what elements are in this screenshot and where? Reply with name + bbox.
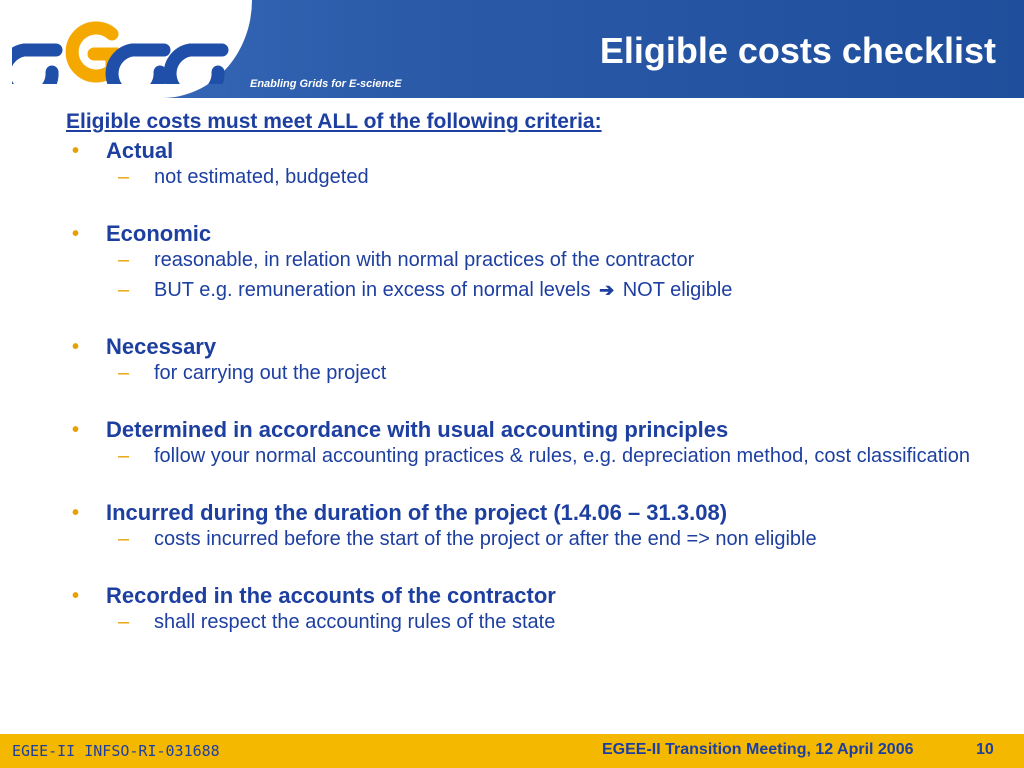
header-underline [240, 98, 1024, 102]
criterion-detail: BUT e.g. remuneration in excess of normal levels [154, 279, 591, 301]
criterion-detail-suffix: NOT eligible [622, 279, 733, 301]
footer-project-id: EGEE-II INFSO-RI-031688 [12, 742, 220, 760]
bullet-dot: • [72, 419, 80, 441]
egee-logo [12, 14, 242, 84]
criterion-detail: shall respect the accounting rules of the state [154, 611, 556, 633]
criterion-actual [66, 136, 1011, 189]
criterion-label: Incurred during the duration of the project (1.4.06 – 31.3.08) [106, 500, 728, 525]
criterion-label: Determined in accordance with usual accounting principles [106, 417, 729, 442]
criterion-economic [66, 219, 1011, 302]
criterion-label: Economic [106, 221, 212, 246]
criterion-label: Recorded in the accounts of the contractor [106, 583, 556, 608]
sub-dash: – [118, 166, 130, 188]
arrow-right-icon: ➔ [599, 280, 615, 300]
bullet-dot: • [72, 140, 80, 162]
slide-title: Eligible costs checklist [599, 30, 996, 71]
criterion-detail: for carrying out the project [154, 362, 387, 384]
bullet-dot: • [72, 502, 80, 524]
page-number: 10 [976, 741, 994, 758]
bullet-dot: • [72, 223, 80, 245]
sub-dash: – [118, 249, 130, 271]
criterion-detail: follow your normal accounting practices & rules, e.g. depreciation method, cost classification [154, 445, 970, 467]
criterion-duration [66, 498, 1011, 551]
criterion-necessary [66, 332, 1011, 385]
sub-dash: – [118, 279, 130, 301]
bullet-dot: • [72, 585, 80, 607]
sub-dash: – [118, 445, 130, 467]
criterion-detail: not estimated, budgeted [154, 166, 369, 188]
intro-heading: Eligible costs must meet ALL of the following criteria: [66, 110, 602, 133]
header-bar [0, 0, 1024, 98]
slide-content [66, 108, 1011, 641]
criterion-detail: costs incurred before the start of the project or after the end => non eligible [154, 528, 817, 550]
criterion-label: Necessary [106, 334, 217, 359]
sub-dash: – [118, 362, 130, 384]
bullet-dot: • [72, 336, 80, 358]
criterion-recorded [66, 581, 1011, 634]
criterion-accounting-principles [66, 415, 1011, 468]
criterion-label: Actual [106, 138, 174, 163]
logo-panel [0, 0, 252, 98]
tagline: Enabling Grids for E-sciencE [250, 78, 402, 90]
footer-bar [0, 734, 1024, 768]
footer-meeting: EGEE-II Transition Meeting, 12 April 2006 [602, 741, 914, 758]
criterion-detail: reasonable, in relation with normal practices of the contractor [154, 249, 695, 271]
sub-dash: – [118, 528, 130, 550]
sub-dash: – [118, 611, 130, 633]
